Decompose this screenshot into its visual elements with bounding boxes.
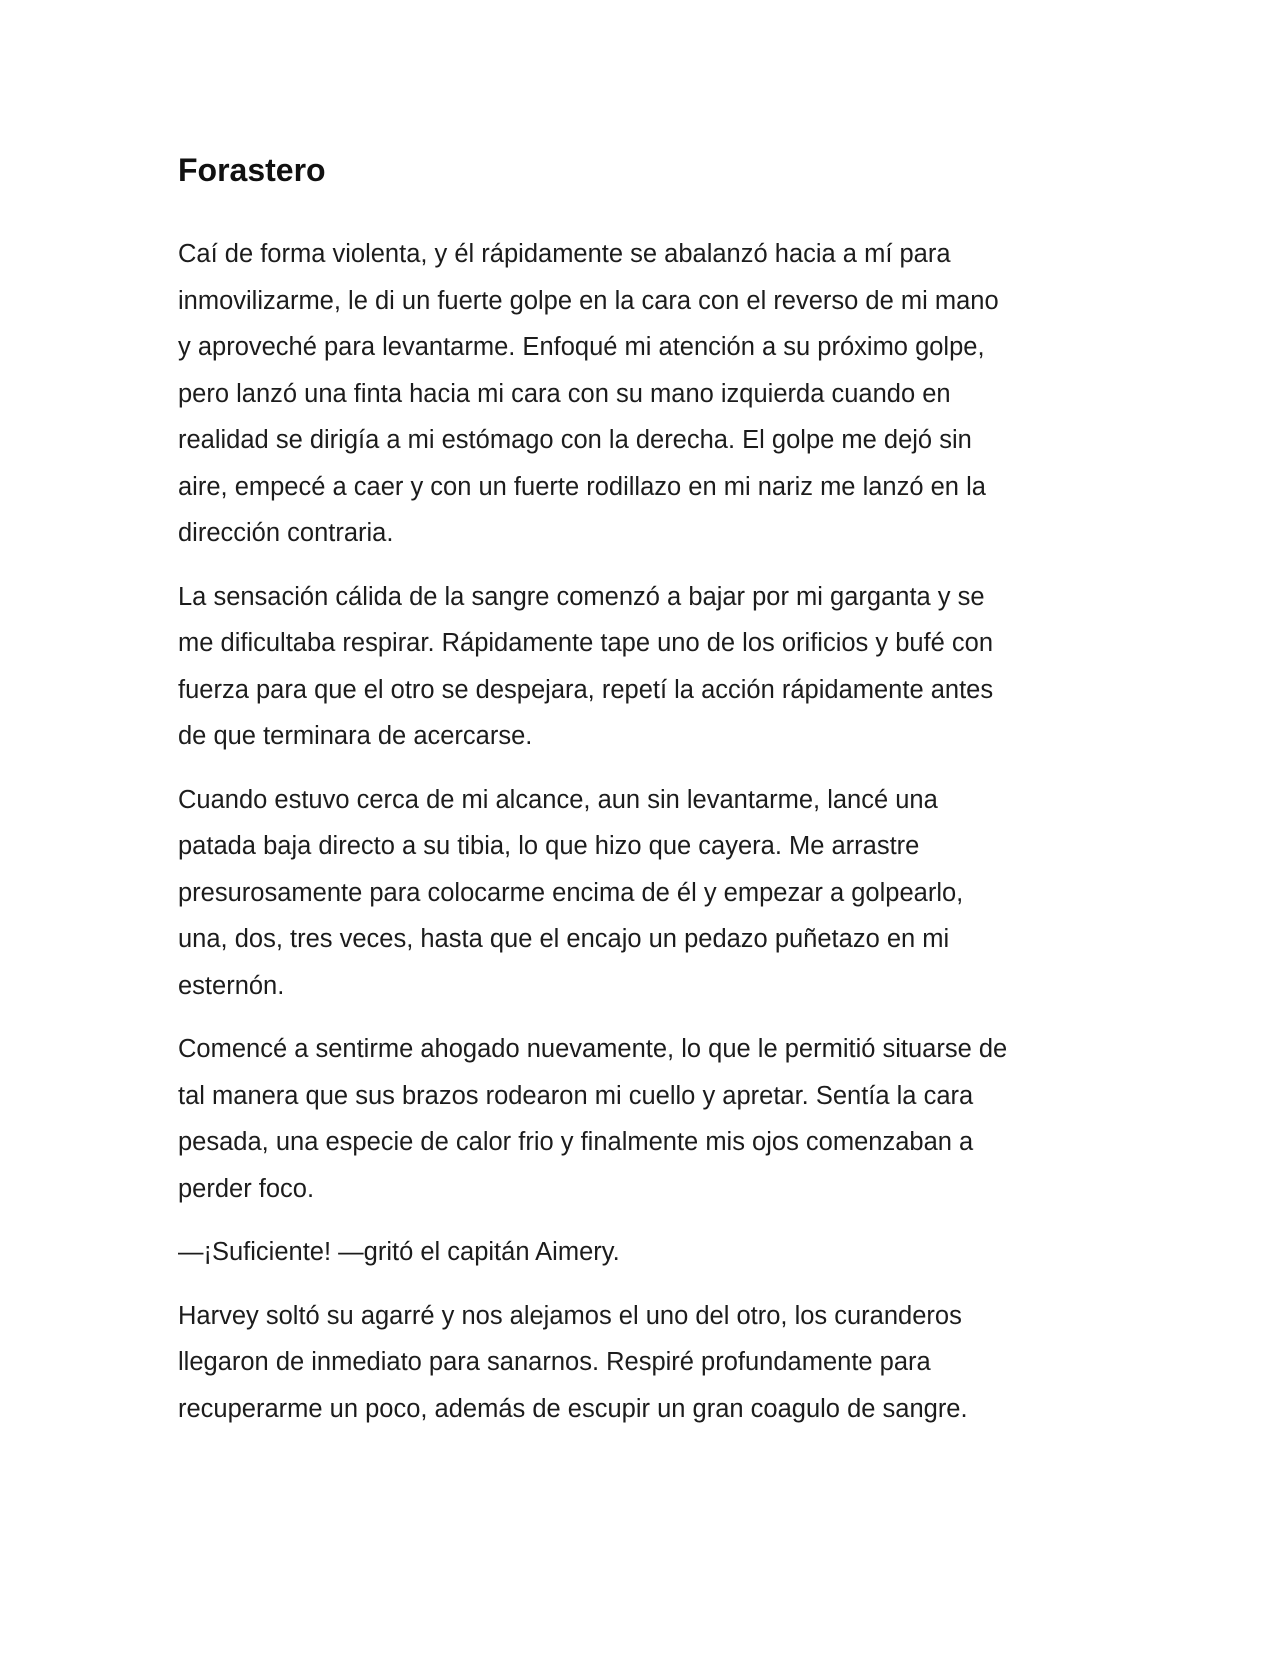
- document-page: [178, 150, 1108, 1449]
- paragraph: Cuando estuvo cerca de mi alcance, aun sin levantarme, lancé una patada baja directo a su tibia, lo que hizo que cayera. Me arrastre presurosamente para colocarme encima de él y empezar a golpearlo, una, dos, tres veces, hasta que el encajo un pedazo puñetazo en mi esternón.: [178, 785, 964, 1000]
- paragraph: Harvey soltó su agarré y nos alejamos el uno del otro, los curanderos llegaron de inmediato para sanarnos. Respiré profundamente para recuperarme un poco, además de escupir un gran coagulo de sangre.: [178, 1301, 968, 1423]
- document-body: [178, 231, 1108, 1432]
- paragraph: Caí de forma violenta, y él rápidamente se abalanzó hacia a mí para inmovilizarme, le di un fuerte golpe en la cara con el reverso de mi mano y aproveché para levantarme. Enfoqué mi atención a su próximo golpe, pero lanzó una finta hacia mi cara con su mano izquierda cuando en realidad se dirigía a mi estómago con la derecha. El golpe me dejó sin aire, empecé a caer y con un fuerte rodillazo en mi nariz me lanzó en la dirección contraria.: [178, 240, 999, 547]
- paragraph: Comencé a sentirme ahogado nuevamente, lo que le permitió situarse de tal manera que sus brazos rodearon mi cuello y apretar. Sentía la cara pesada, una especie de calor frio y finalmente mis ojos comenzaban a perder foco.: [178, 1035, 1008, 1203]
- paragraph: La sensación cálida de la sangre comenzó a bajar por mi garganta y se me dificultaba respirar. Rápidamente tape uno de los orificios y bufé con fuerza para que el otro se despejara, repetí la acción rápidamente antes de que terminara de acercarse.: [178, 582, 994, 750]
- page-title: Forastero: [178, 152, 326, 188]
- dialogue-line: —¡Suficiente! —gritó el capitán Aimery.: [178, 1238, 620, 1266]
